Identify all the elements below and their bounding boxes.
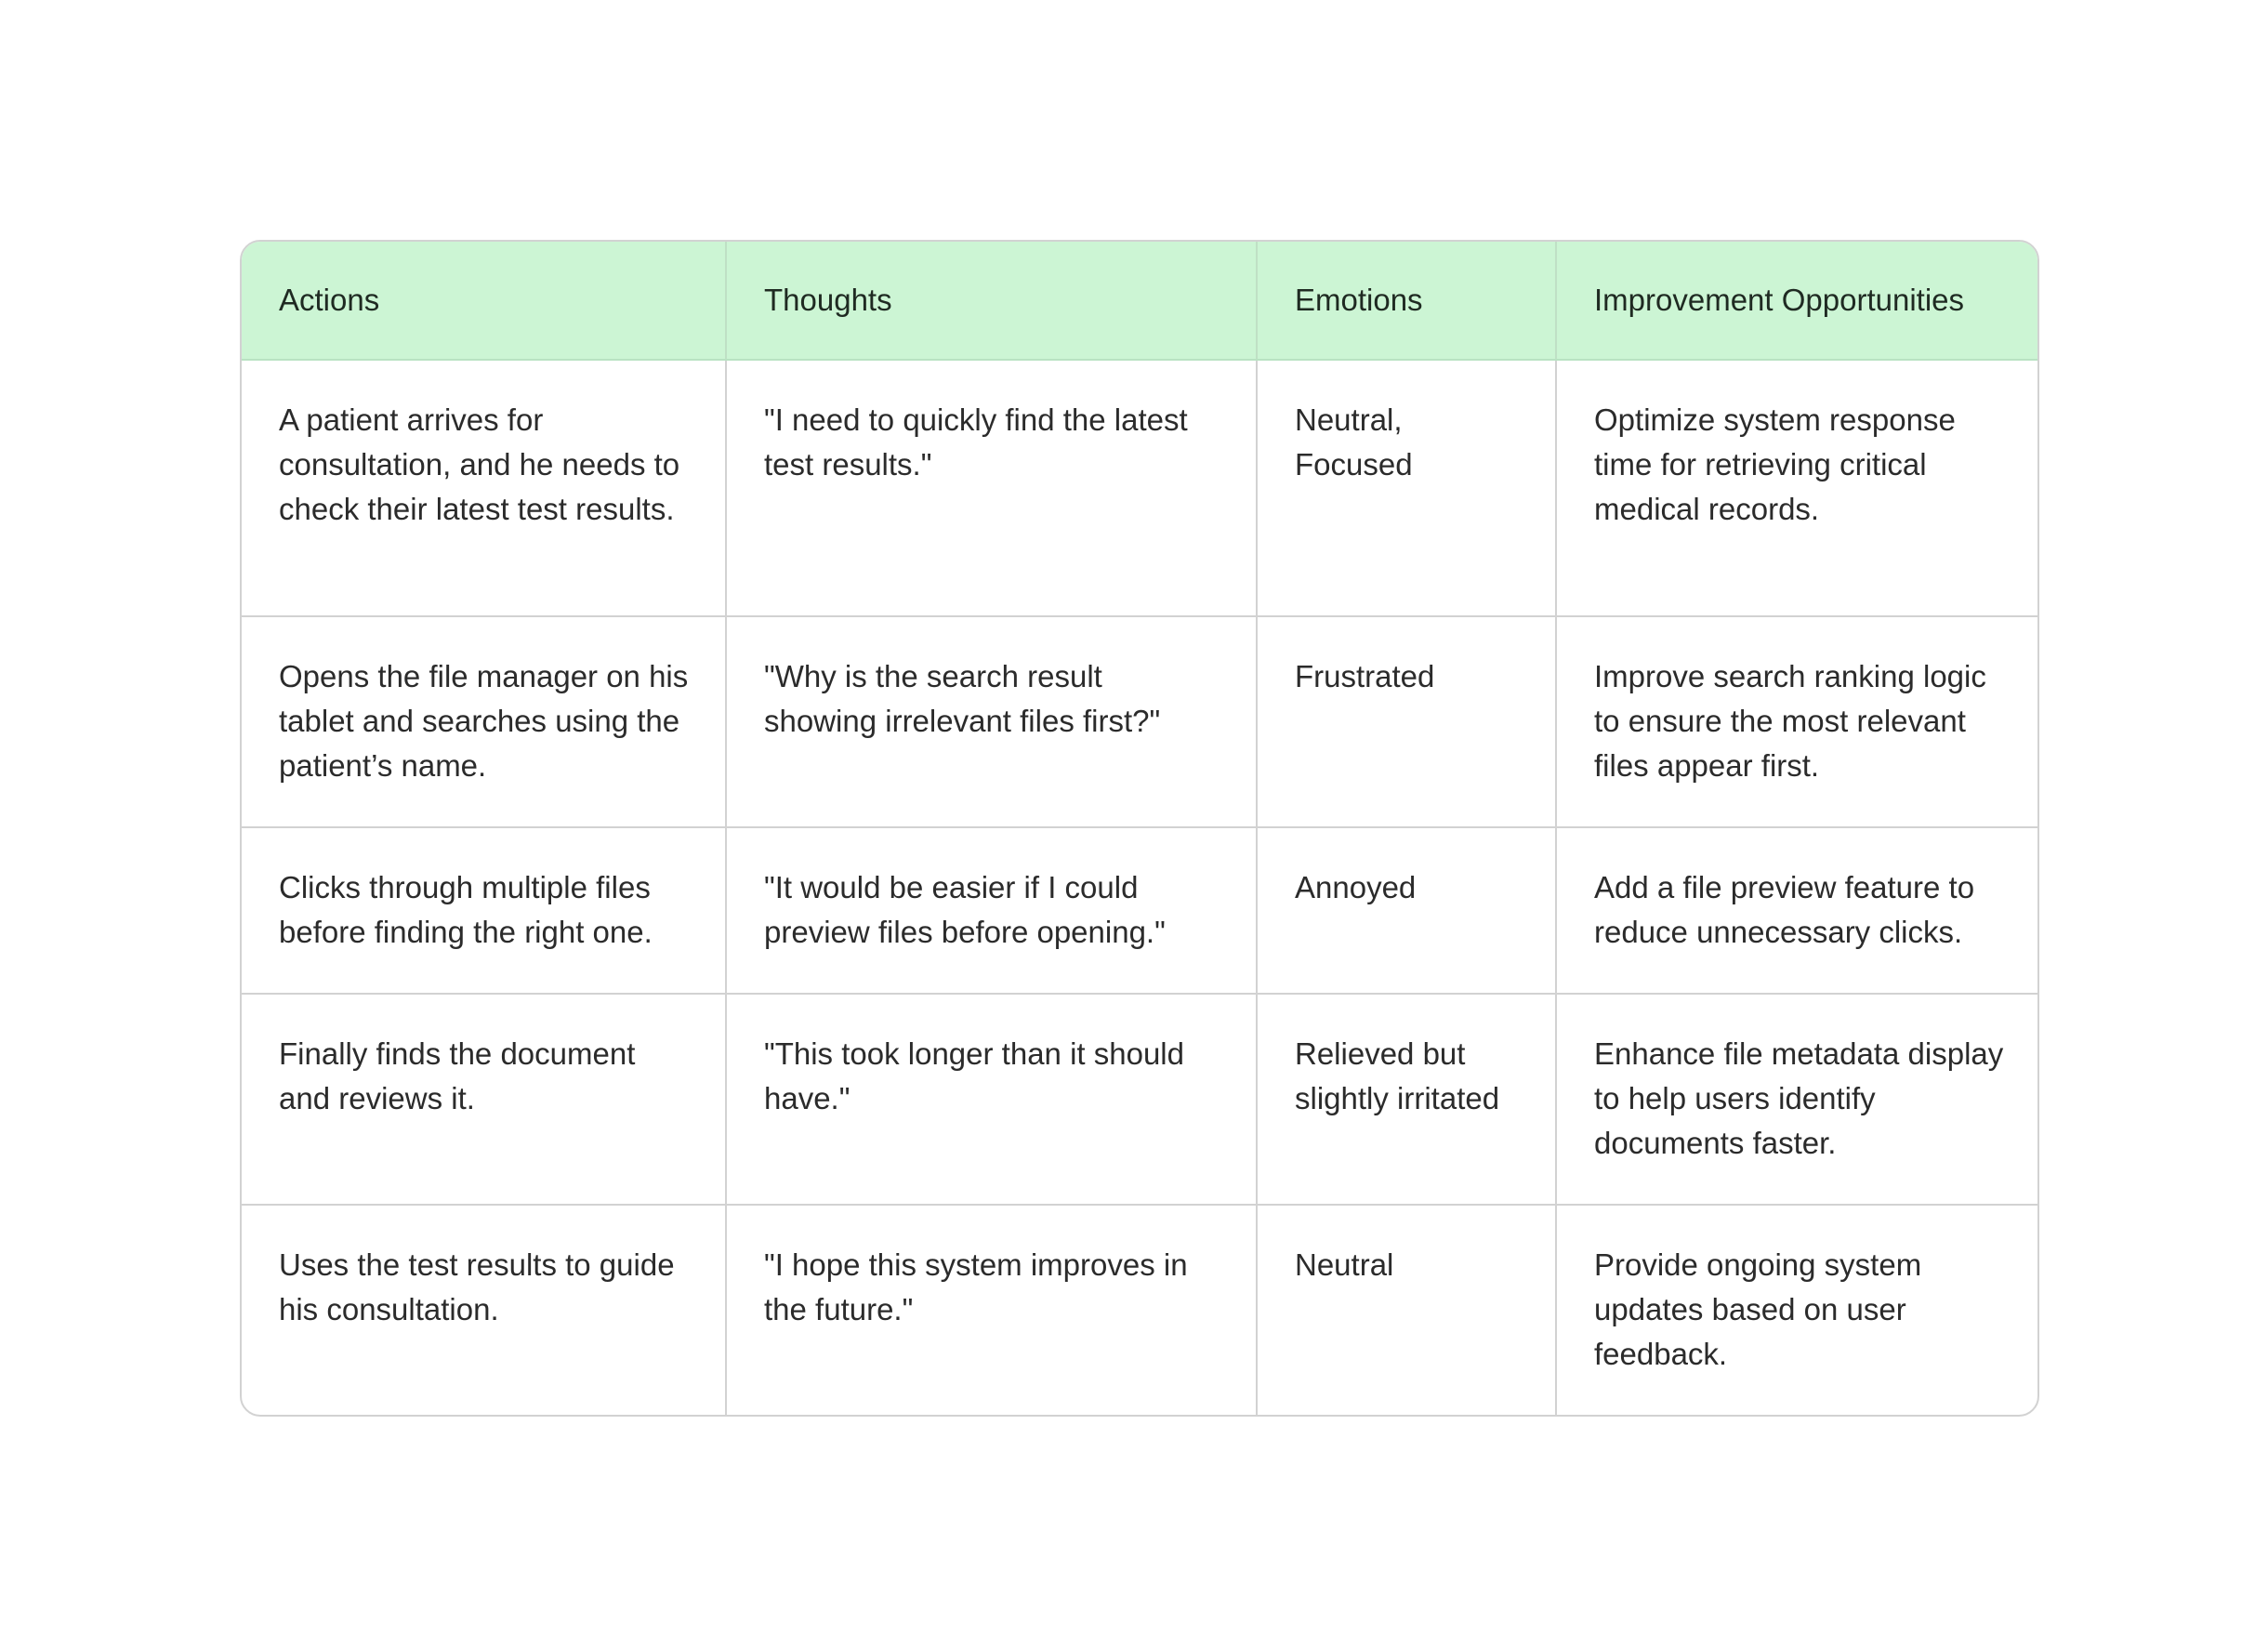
journey-grid bbox=[242, 242, 2039, 1415]
improvement-cell: Add a file preview feature to reduce unnecessary clicks. bbox=[1556, 827, 2039, 994]
table-row bbox=[242, 1205, 2039, 1415]
action-cell: Clicks through multiple files before finding the right one. bbox=[242, 827, 726, 994]
user-journey-table bbox=[240, 240, 2039, 1417]
thought-cell: "It would be easier if I could preview files before opening." bbox=[726, 827, 1257, 994]
improvement-cell: Improve search ranking logic to ensure the most relevant files appear first. bbox=[1556, 616, 2039, 827]
header-actions: Actions bbox=[242, 242, 726, 360]
action-cell: Opens the file manager on his tablet and searches using the patient’s name. bbox=[242, 616, 726, 827]
table-row bbox=[242, 360, 2039, 616]
table-row bbox=[242, 994, 2039, 1205]
emotion-cell: Neutral, Focused bbox=[1257, 360, 1556, 616]
thought-cell: "I need to quickly find the latest test results." bbox=[726, 360, 1257, 616]
improvement-cell: Enhance file metadata display to help users identify documents faster. bbox=[1556, 994, 2039, 1205]
thought-cell: "This took longer than it should have." bbox=[726, 994, 1257, 1205]
emotion-cell: Frustrated bbox=[1257, 616, 1556, 827]
table-header bbox=[242, 242, 2039, 360]
table-row bbox=[242, 616, 2039, 827]
action-cell: Uses the test results to guide his consultation. bbox=[242, 1205, 726, 1415]
table-row bbox=[242, 827, 2039, 994]
action-cell: Finally finds the document and reviews it. bbox=[242, 994, 726, 1205]
thought-cell: "I hope this system improves in the future." bbox=[726, 1205, 1257, 1415]
emotion-cell: Annoyed bbox=[1257, 827, 1556, 994]
table-body bbox=[242, 360, 2039, 1415]
improvement-cell: Optimize system response time for retrieving critical medical records. bbox=[1556, 360, 2039, 616]
action-cell: A patient arrives for consultation, and he needs to check their latest test results. bbox=[242, 360, 726, 616]
emotion-cell: Relieved but slightly irritated bbox=[1257, 994, 1556, 1205]
header-row bbox=[242, 242, 2039, 360]
header-improvement-opportunities: Improvement Opportunities bbox=[1556, 242, 2039, 360]
header-emotions: Emotions bbox=[1257, 242, 1556, 360]
thought-cell: "Why is the search result showing irrelevant files first?" bbox=[726, 616, 1257, 827]
improvement-cell: Provide ongoing system updates based on user feedback. bbox=[1594, 1247, 1922, 1371]
header-thoughts: Thoughts bbox=[726, 242, 1257, 360]
emotion-cell: Neutral bbox=[1257, 1205, 1556, 1415]
